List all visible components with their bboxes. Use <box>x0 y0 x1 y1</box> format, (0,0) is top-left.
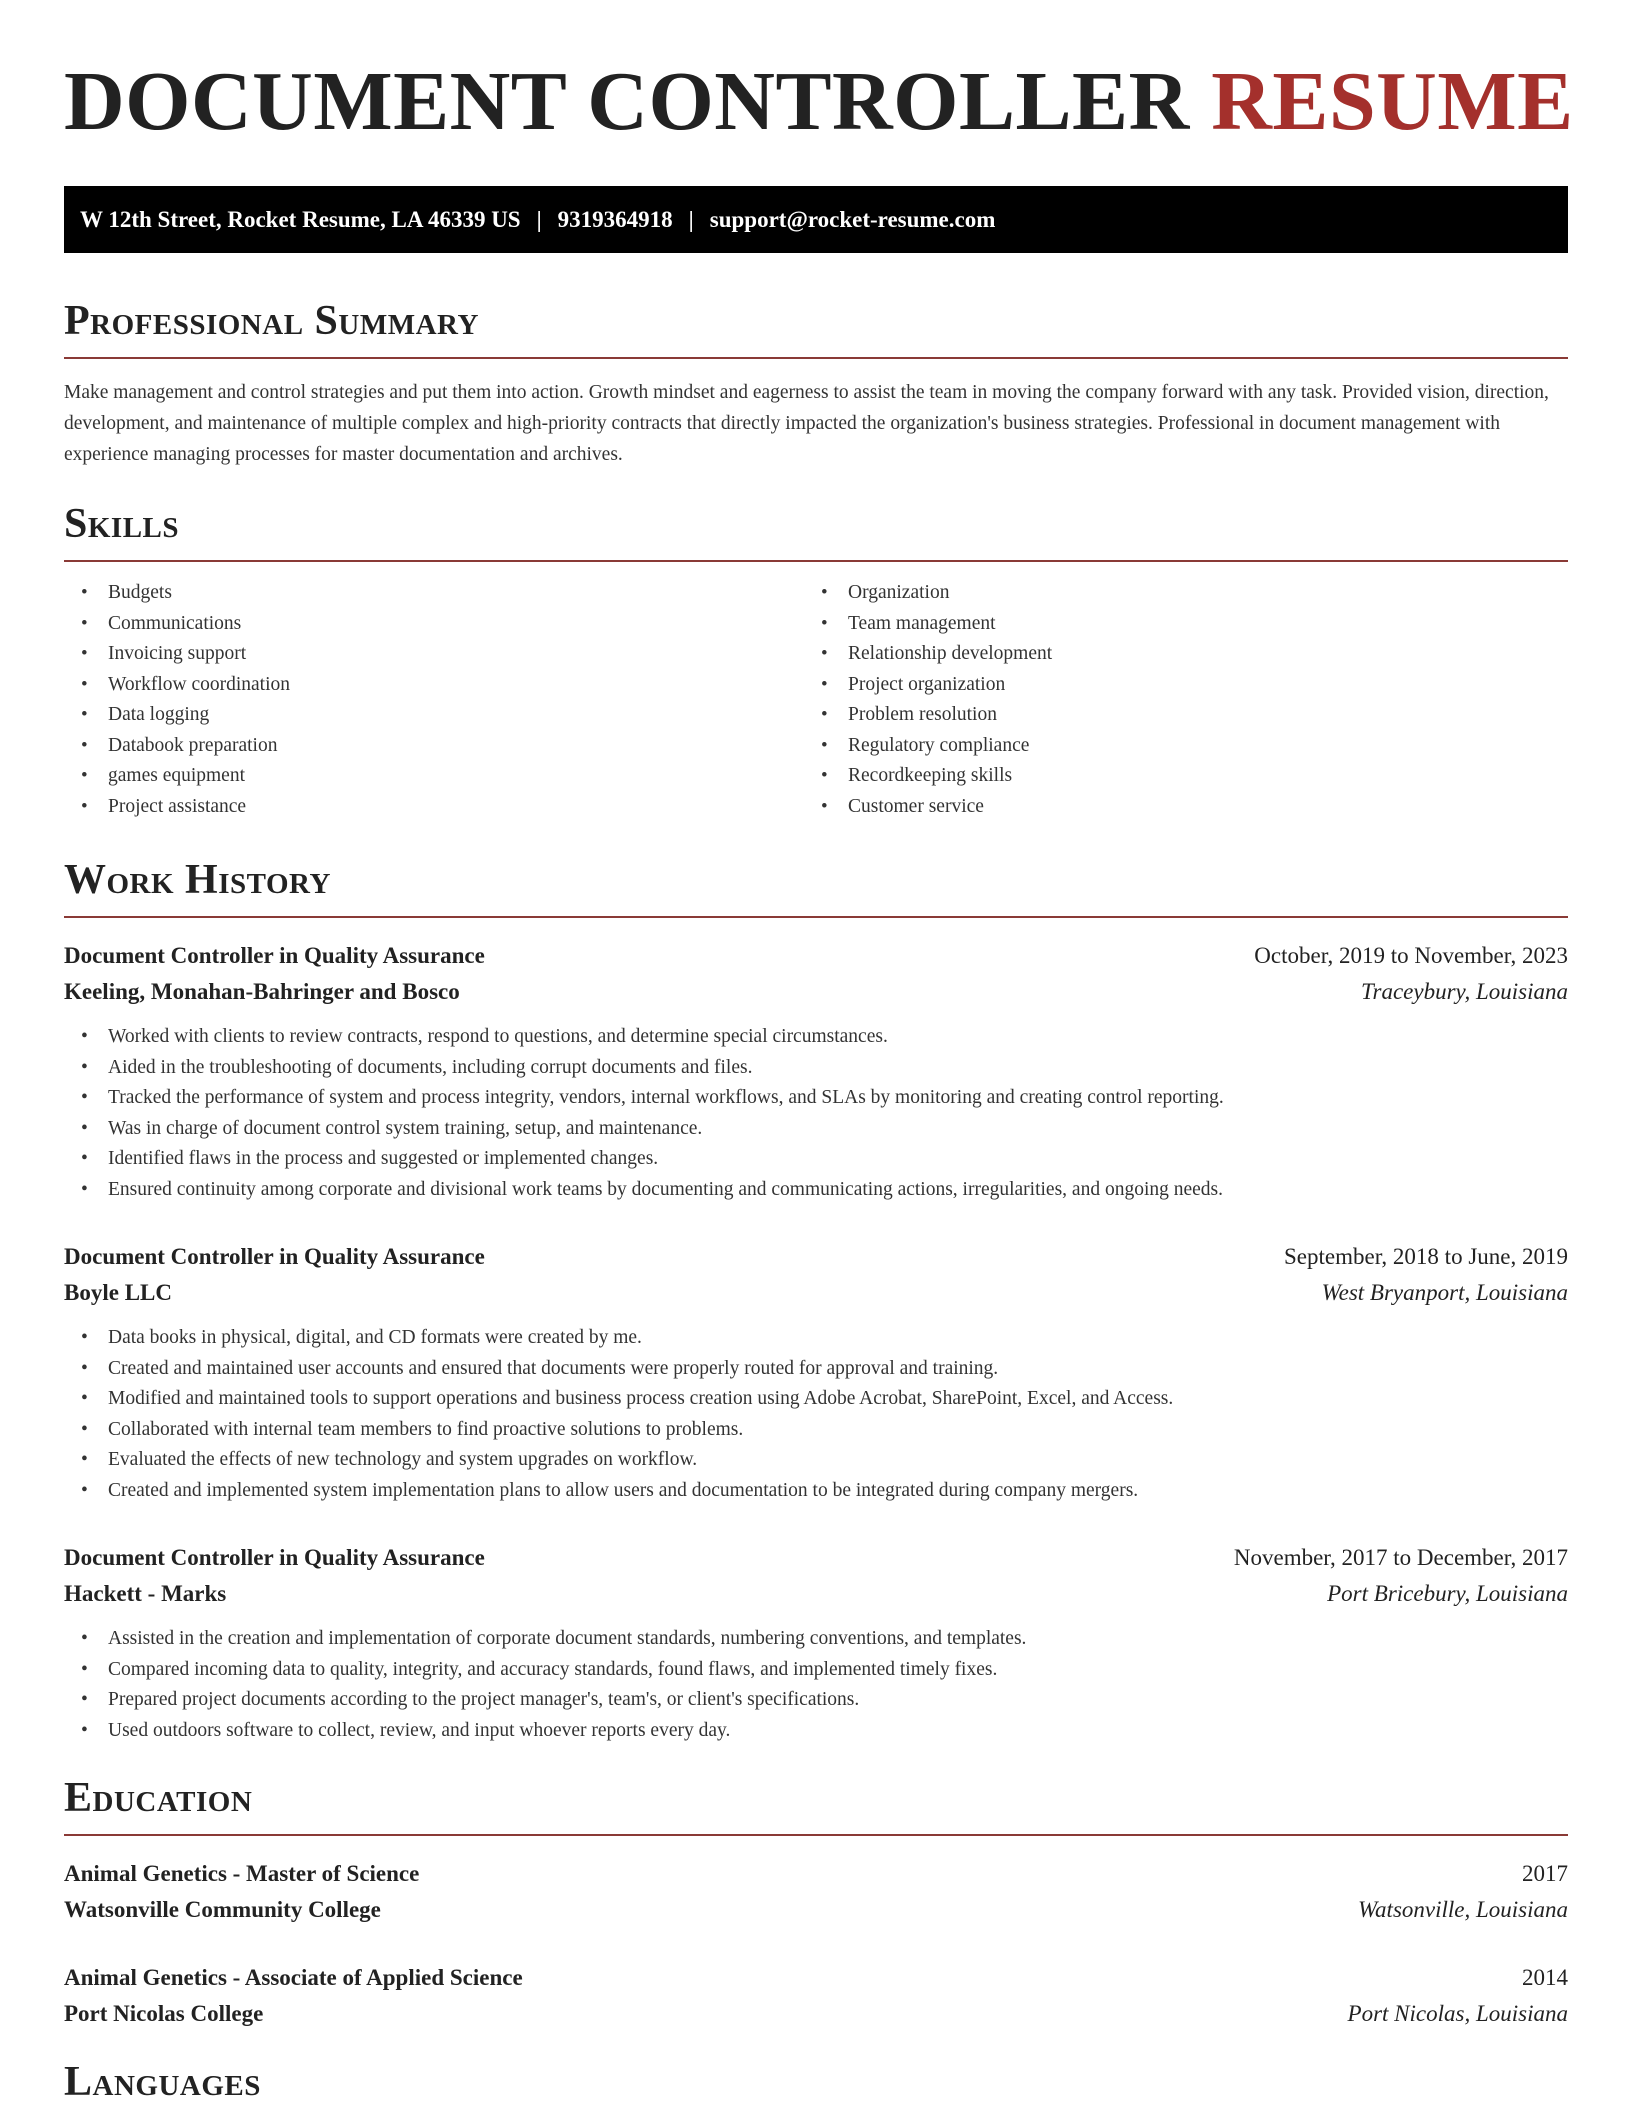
job-bullet: • Modified and maintained tools to support operations and business process creation using Adobe Acrobat, SharePoint, Excel, and Access. <box>64 1384 1568 1415</box>
education-school-row <box>64 1996 1568 2032</box>
job-entry <box>64 1540 1568 1746</box>
skill-item: • Team management <box>804 609 1544 640</box>
job-bullet: • Assisted in the creation and implementation of corporate document standards, numbering conventions, and templates. <box>64 1624 1568 1655</box>
education-degree: Animal Genetics - Associate of Applied Science <box>64 1965 523 1990</box>
job-company-row <box>64 974 1568 1010</box>
job-title: Document Controller in Quality Assurance <box>64 943 485 968</box>
job-bullet: • Worked with clients to review contracts, respond to questions, and determine special circumstances. <box>64 1022 1568 1053</box>
work-history-heading: Work History <box>64 857 331 903</box>
skill-item: • Project organization <box>804 670 1544 701</box>
education-year: 2017 <box>1522 1861 1568 1886</box>
skill-item: • Regulatory compliance <box>804 731 1544 762</box>
job-bullets <box>64 1624 1568 1746</box>
section-divider <box>64 357 1568 359</box>
job-dates: September, 2018 to June, 2019 <box>1284 1244 1568 1269</box>
job-bullet: • Data books in physical, digital, and CD formats were created by me. <box>64 1323 1568 1354</box>
job-company-row <box>64 1275 1568 1311</box>
education-degree: Animal Genetics - Master of Science <box>64 1861 420 1886</box>
job-bullet: • Aided in the troubleshooting of documents, including corrupt documents and files. <box>64 1053 1568 1084</box>
summary-text: Make management and control strategies and put them into action. Growth mindset and eagerness to assist the team in moving the company forward with any task. Provided vision, direction, development, and maintenance of multiple complex and high-priority contracts that directly impacted the organization's business strategies. Professional in document management with experience managing processes for master documentation and archives. <box>64 382 1549 465</box>
job-entry <box>64 1239 1568 1506</box>
job-title: Document Controller in Quality Assurance <box>64 1244 485 1269</box>
job-bullet: • Collaborated with internal team members to find proactive solutions to problems. <box>64 1415 1568 1446</box>
job-dates: November, 2017 to December, 2017 <box>1233 1545 1568 1570</box>
education-degree-row <box>64 1856 1568 1892</box>
section-divider <box>64 560 1568 562</box>
education-school: Port Nicolas College <box>64 2001 264 2026</box>
education-degree-row <box>64 1960 1568 1996</box>
title-main: DOCUMENT CONTROLLER <box>64 55 1190 148</box>
job-bullets <box>64 1022 1568 1205</box>
contact-email[interactable]: support@rocket-resume.com <box>709 206 996 232</box>
job-location: Port Bricebury, Louisiana <box>1327 1581 1568 1606</box>
job-bullet: • Identified flaws in the process and suggested or implemented changes. <box>64 1144 1568 1175</box>
job-entry <box>64 938 1568 1205</box>
job-header-row <box>64 1239 1568 1275</box>
education-entry <box>64 1960 1568 2032</box>
job-bullet: • Created and implemented system implementation plans to allow users and documentation to be integrated during company mergers. <box>64 1476 1568 1507</box>
skill-item: • Data logging <box>64 700 804 731</box>
contact-phone: 9319364918 <box>557 206 673 232</box>
job-company: Hackett - Marks <box>64 1581 227 1606</box>
skill-item: • Workflow coordination <box>64 670 804 701</box>
job-location: West Bryanport, Louisiana <box>1321 1280 1568 1305</box>
skill-item: • Budgets <box>64 578 804 609</box>
skill-item: • Problem resolution <box>804 700 1544 731</box>
education-school: Watsonville Community College <box>64 1897 381 1922</box>
contact-separator: | <box>688 206 694 232</box>
job-bullet: • Used outdoors software to collect, review, and input whoever reports every day. <box>64 1716 1568 1747</box>
education-school-row <box>64 1892 1568 1928</box>
job-bullet: • Tracked the performance of system and process integrity, vendors, internal workflows, and SLAs by monitoring and creating control reporting. <box>64 1083 1568 1114</box>
skills-column-left <box>64 578 804 822</box>
job-header-row <box>64 1540 1568 1576</box>
skills-heading: Skills <box>64 501 180 547</box>
job-dates: October, 2019 to November, 2023 <box>1254 943 1568 968</box>
section-divider <box>64 1834 1568 1836</box>
education-year: 2014 <box>1522 1965 1568 1990</box>
skill-item: • Relationship development <box>804 639 1544 670</box>
skill-item: • Project assistance <box>64 792 804 823</box>
skill-item: • Communications <box>64 609 804 640</box>
summary-heading: Professional Summary <box>64 298 479 344</box>
job-location: Traceybury, Louisiana <box>1360 979 1568 1004</box>
job-bullet: • Ensured continuity among corporate and divisional work teams by documenting and communicating actions, irregularities, and ongoing needs. <box>64 1175 1568 1206</box>
job-bullet: • Prepared project documents according to the project manager's, team's, or client's specifications. <box>64 1685 1568 1716</box>
job-company: Boyle LLC <box>64 1280 172 1305</box>
skills-column-right <box>804 578 1544 822</box>
job-bullets <box>64 1323 1568 1506</box>
contact-address: W 12th Street, Rocket Resume, LA 46339 US <box>80 206 521 232</box>
section-divider <box>64 916 1568 918</box>
education-heading: Education <box>64 1775 253 1821</box>
skill-item: • Recordkeeping skills <box>804 761 1544 792</box>
contact-bar <box>64 186 1568 253</box>
skill-item: • games equipment <box>64 761 804 792</box>
job-header-row <box>64 938 1568 974</box>
resume-title <box>64 0 1574 152</box>
languages-heading: Languages <box>64 2059 261 2105</box>
education-location: Port Nicolas, Louisiana <box>1347 2001 1568 2026</box>
education-location: Watsonville, Louisiana <box>1358 1897 1568 1922</box>
title-accent: RESUME <box>1211 55 1574 148</box>
skill-item: • Databook preparation <box>64 731 804 762</box>
contact-separator: | <box>536 206 542 232</box>
education-entry <box>64 1856 1568 1928</box>
skill-item: • Invoicing support <box>64 639 804 670</box>
skill-item: • Organization <box>804 578 1544 609</box>
skill-item: • Customer service <box>804 792 1544 823</box>
skills-list <box>64 578 1568 822</box>
job-bullet: • Evaluated the effects of new technology and system upgrades on workflow. <box>64 1445 1568 1476</box>
job-bullet: • Was in charge of document control system training, setup, and maintenance. <box>64 1114 1568 1145</box>
job-company: Keeling, Monahan-Bahringer and Bosco <box>64 979 460 1004</box>
job-bullet: • Created and maintained user accounts and ensured that documents were properly routed for approval and training. <box>64 1354 1568 1385</box>
job-company-row <box>64 1576 1568 1612</box>
job-title: Document Controller in Quality Assurance <box>64 1545 485 1570</box>
job-bullet: • Compared incoming data to quality, integrity, and accuracy standards, found flaws, and implemented timely fixes. <box>64 1655 1568 1686</box>
